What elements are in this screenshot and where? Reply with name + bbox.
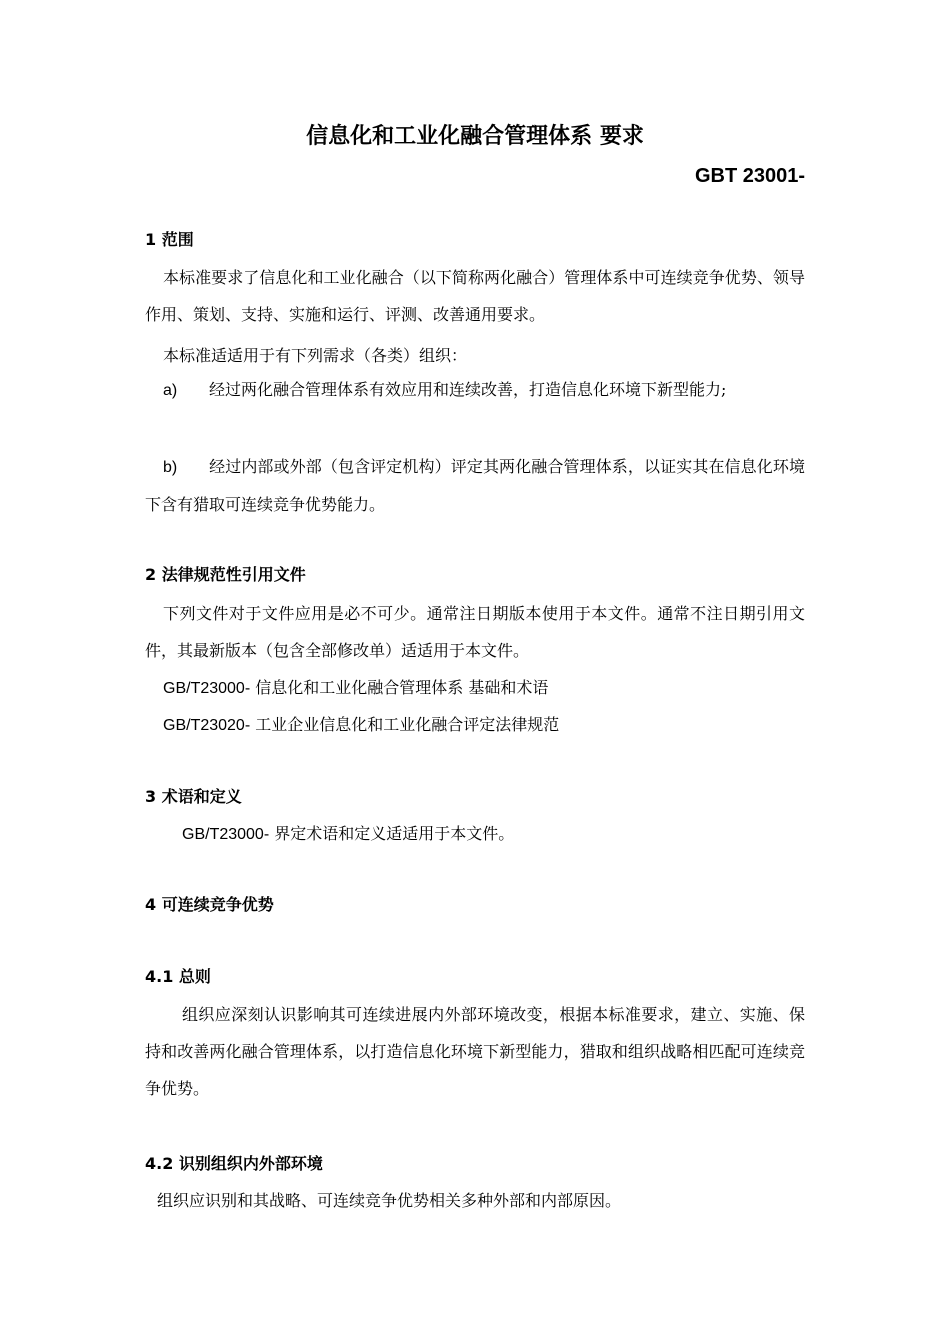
list-marker: b) xyxy=(163,459,178,476)
section-3-text: 界定术语和定义适适用于本文件。 xyxy=(269,824,515,843)
document-title: 信息化和工业化融合管理体系 要求 xyxy=(306,124,644,149)
section-1-paragraph-1: 本标准要求了信息化和工业化融合（以下简称两化融合）管理体系中可连续竞争优势、领导作用、策划、支持、实施和运行、评测、改善通用要求。 xyxy=(145,268,805,324)
section-3-heading: 3 术语和定义 xyxy=(145,787,242,806)
section-1-item-b xyxy=(145,448,805,523)
reference-title: 信息化和工业化融合管理体系 基础和术语 xyxy=(250,678,549,697)
section-4-1-heading: 4.1 总则 xyxy=(145,967,211,986)
section-4-heading: 4 可连续竞争优势 xyxy=(145,895,274,914)
reference-code: GB/T23000- xyxy=(163,680,251,697)
reference-item xyxy=(145,669,805,707)
list-item-text: 经过内部或外部（包含评定机构）评定其两化融合管理体系，以证实其在信息化环境下含有猎取可连续竞争优势能力。 xyxy=(145,457,805,514)
document-code: GBT 23001- xyxy=(694,165,805,187)
section-1-item-a xyxy=(145,371,805,409)
reference-title: 工业企业信息化和工业化融合评定法律规范 xyxy=(250,715,560,734)
list-item-text: 经过两化融合管理体系有效应用和连续改善，打造信息化环境下新型能力; xyxy=(209,380,727,399)
list-marker: a) xyxy=(163,382,178,399)
section-2-heading: 2 法律规范性引用文件 xyxy=(145,565,306,584)
reference-item xyxy=(145,706,805,744)
reference-code: GB/T23000- xyxy=(182,826,270,843)
section-4-2-paragraph: 组织应识别和其战略、可连续竞争优势相关多种外部和内部原因。 xyxy=(157,1191,622,1210)
section-4-2-heading: 4.2 识别组织内外部环境 xyxy=(145,1154,323,1173)
section-4-1-paragraph: 组织应深刻认识影响其可连续进展内外部环境改变，根据本标准要求，建立、实施、保持和改善两化融合管理体系，以打造信息化环境下新型能力，猎取和组织战略相匹配可连续竞争优势。 xyxy=(145,1005,805,1098)
section-1-heading: 1 范围 xyxy=(145,230,194,249)
section-1-paragraph-2: 本标准适适用于有下列需求（各类）组织： xyxy=(163,346,468,365)
section-3-paragraph xyxy=(145,815,805,853)
section-2-paragraph-1: 下列文件对于文件应用是必不可少。通常注日期版本使用于本文件。通常不注日期引用文件，其最新版本（包含全部修改单）适适用于本文件。 xyxy=(145,604,805,660)
reference-code: GB/T23020- xyxy=(163,717,251,734)
